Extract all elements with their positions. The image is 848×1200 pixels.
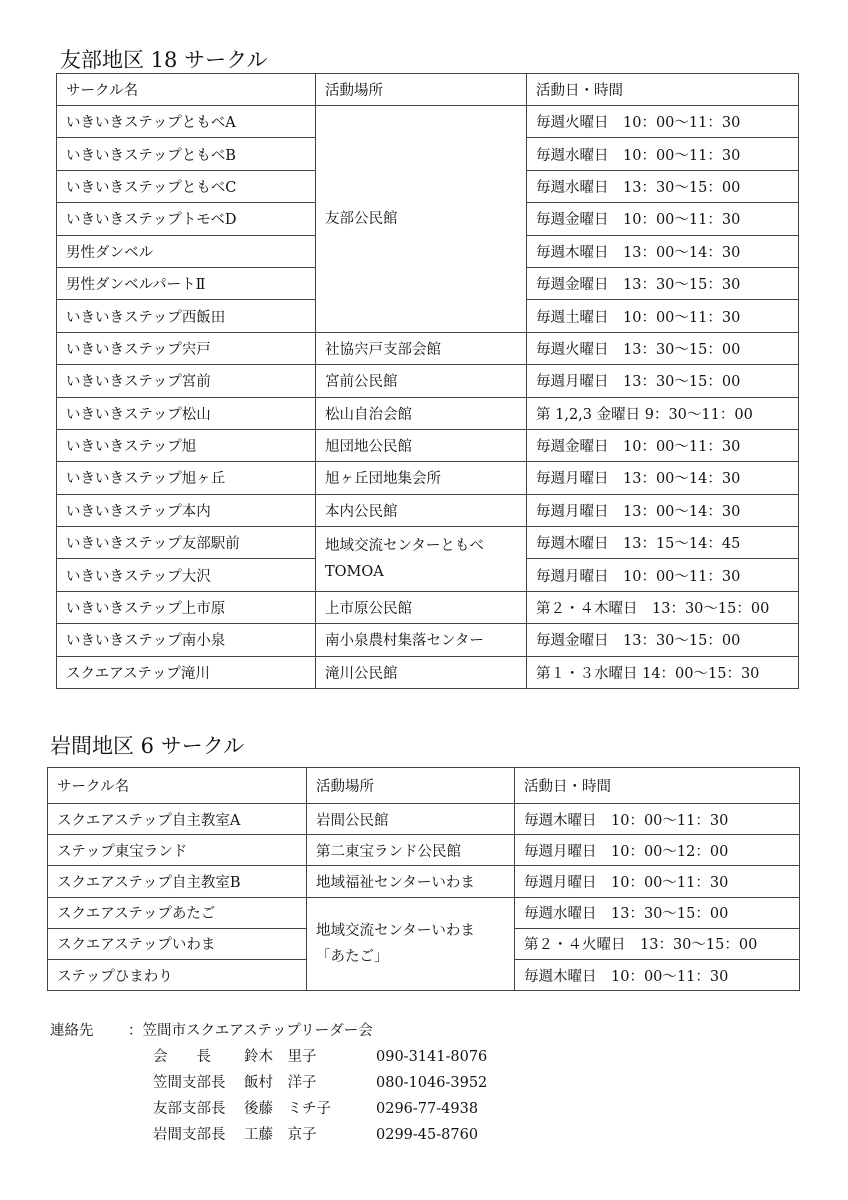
venue-cell: 上市原公民館 (316, 591, 527, 623)
circle-name-cell: ステップひまわり (48, 959, 307, 990)
schedule-cell: 毎週火曜日 13：30～15：00 (527, 332, 799, 364)
contact-person (50, 1122, 487, 1148)
circle-name-cell: いきいきステップトモベD (57, 203, 316, 235)
schedule-cell: 毎週金曜日 10：00～11：30 (527, 203, 799, 235)
contact-role: 笠間支部長 (153, 1075, 226, 1091)
contact-name: 飯村 洋子 (244, 1075, 317, 1091)
schedule-cell: 毎週木曜日 13：00～14：30 (527, 235, 799, 267)
column-header: 活動場所 (307, 768, 515, 804)
circle-name-cell: いきいきステップ上市原 (57, 591, 316, 623)
schedule-cell: 毎週金曜日 10：00～11：30 (527, 429, 799, 461)
contact-person (50, 1044, 487, 1070)
schedule-cell: 毎週月曜日 10：00～12：00 (515, 835, 800, 866)
contact-name: 鈴木 里子 (244, 1049, 317, 1065)
circle-name-cell: いきいきステップ宮前 (57, 365, 316, 397)
table-row (48, 804, 800, 835)
venue-cell: 旭ヶ丘団地集会所 (316, 462, 527, 494)
venue-cell: 松山自治会館 (316, 397, 527, 429)
contact-name: 後藤 ミチ子 (244, 1101, 331, 1117)
venue-cell: 岩間公民館 (307, 804, 515, 835)
circle-name-cell: いきいきステップ旭 (57, 429, 316, 461)
table-row (57, 624, 799, 656)
schedule-cell: 毎週水曜日 10：00～11：30 (527, 138, 799, 170)
contact-header (50, 1018, 487, 1044)
venue-cell: 地域交流センターともべ TOMOA (316, 527, 527, 592)
table-row (57, 591, 799, 623)
venue-cell: 地域交流センターいわま 「あたご」 (307, 897, 515, 991)
schedule-cell: 毎週月曜日 13：30～15：00 (527, 365, 799, 397)
circle-name-cell: いきいきステップ西飯田 (57, 300, 316, 332)
venue-cell: 地域福祉センターいわま (307, 866, 515, 897)
circle-name-cell: 男性ダンベル (57, 235, 316, 267)
tomobe-table (56, 73, 799, 689)
contact-role: 友部支部長 (153, 1101, 226, 1117)
schedule-cell: 毎週月曜日 13：00～14：30 (527, 462, 799, 494)
contact-person (50, 1096, 487, 1122)
column-header: 活動場所 (316, 74, 527, 106)
column-header: 活動日・時間 (527, 74, 799, 106)
circle-name-cell: いきいきステップ大沢 (57, 559, 316, 591)
circle-name-cell: いきいきステップ松山 (57, 397, 316, 429)
schedule-cell: 毎週金曜日 13：30～15：00 (527, 624, 799, 656)
schedule-cell: 第 1,2,3 金曜日 9：30～11：00 (527, 397, 799, 429)
circle-name-cell: いきいきステップ本内 (57, 494, 316, 526)
schedule-cell: 毎週月曜日 10：00～11：30 (515, 866, 800, 897)
circle-name-cell: いきいきステップともべC (57, 170, 316, 202)
table-row (48, 866, 800, 897)
circle-name-cell: スクエアステップいわま (48, 928, 307, 959)
contact-org: ：笠間市スクエアステップリーダー会 (128, 1023, 373, 1039)
column-header: サークル名 (57, 74, 316, 106)
contact-person (50, 1070, 487, 1096)
circle-name-cell: スクエアステップあたご (48, 897, 307, 928)
circle-name-cell: ステップ東宝ランド (48, 835, 307, 866)
table-row (57, 656, 799, 688)
schedule-cell: 毎週土曜日 10：00～11：30 (527, 300, 799, 332)
table-header-row (48, 768, 800, 804)
circle-name-cell: いきいきステップ南小泉 (57, 624, 316, 656)
schedule-cell: 毎週月曜日 13：00～14：30 (527, 494, 799, 526)
contact-role: 会 長 (153, 1049, 211, 1065)
schedule-cell: 毎週水曜日 13：30～15：00 (527, 170, 799, 202)
circle-name-cell: 男性ダンベルパートⅡ (57, 267, 316, 299)
contact-block (50, 1018, 487, 1148)
schedule-cell: 毎週水曜日 13：30～15：00 (515, 897, 800, 928)
table-row (57, 527, 799, 559)
table-row (57, 332, 799, 364)
schedule-cell: 毎週木曜日 10：00～11：30 (515, 959, 800, 990)
circle-name-cell: いきいきステップ旭ヶ丘 (57, 462, 316, 494)
circle-name-cell: いきいきステップ友部駅前 (57, 527, 316, 559)
circle-name-cell: スクエアステップ自主教室A (48, 804, 307, 835)
table-row (48, 897, 800, 928)
circle-name-cell: スクエアステップ滝川 (57, 656, 316, 688)
section-title-iwama: 岩間地区 6 サークル (50, 734, 245, 758)
contact-role: 岩間支部長 (153, 1127, 226, 1143)
schedule-cell: 毎週月曜日 10：00～11：30 (527, 559, 799, 591)
venue-cell: 本内公民館 (316, 494, 527, 526)
schedule-cell: 毎週木曜日 10：00～11：30 (515, 804, 800, 835)
contact-name: 工藤 京子 (244, 1127, 317, 1143)
table-row (57, 429, 799, 461)
table-row (57, 494, 799, 526)
table-row (57, 106, 799, 138)
circle-name-cell: いきいきステップともべA (57, 106, 316, 138)
schedule-cell: 毎週火曜日 10：00～11：30 (527, 106, 799, 138)
circle-name-cell: いきいきステップ宍戸 (57, 332, 316, 364)
contact-phone: 0296-77-4938 (376, 1101, 479, 1117)
venue-cell: 南小泉農村集落センター (316, 624, 527, 656)
contact-phone: 090-3141-8076 (376, 1049, 488, 1065)
venue-cell: 旭団地公民館 (316, 429, 527, 461)
venue-cell: 社協宍戸支部会館 (316, 332, 527, 364)
contact-phone: 0299-45-8760 (376, 1127, 479, 1143)
contact-phone: 080-1046-3952 (376, 1075, 488, 1091)
venue-cell: 友部公民館 (316, 106, 527, 333)
column-header: 活動日・時間 (515, 768, 800, 804)
schedule-cell: 第１・３水曜日 14：00～15：30 (527, 656, 799, 688)
iwama-table (47, 767, 800, 991)
schedule-cell: 第２・４木曜日 13：30～15：00 (527, 591, 799, 623)
table-row (57, 397, 799, 429)
contact-label: 連絡先 (50, 1023, 94, 1039)
venue-cell: 宮前公民館 (316, 365, 527, 397)
venue-cell: 第二東宝ランド公民館 (307, 835, 515, 866)
circle-name-cell: スクエアステップ自主教室B (48, 866, 307, 897)
table-row (57, 365, 799, 397)
column-header: サークル名 (48, 768, 307, 804)
section-title-tomobe: 友部地区 18 サークル (60, 48, 268, 72)
schedule-cell: 第２・４火曜日 13：30～15：00 (515, 928, 800, 959)
table-row (48, 835, 800, 866)
table-header-row (57, 74, 799, 106)
circle-name-cell: いきいきステップともべB (57, 138, 316, 170)
schedule-cell: 毎週金曜日 13：30～15：30 (527, 267, 799, 299)
schedule-cell: 毎週木曜日 13：15～14：45 (527, 527, 799, 559)
venue-cell: 滝川公民館 (316, 656, 527, 688)
table-row (57, 462, 799, 494)
